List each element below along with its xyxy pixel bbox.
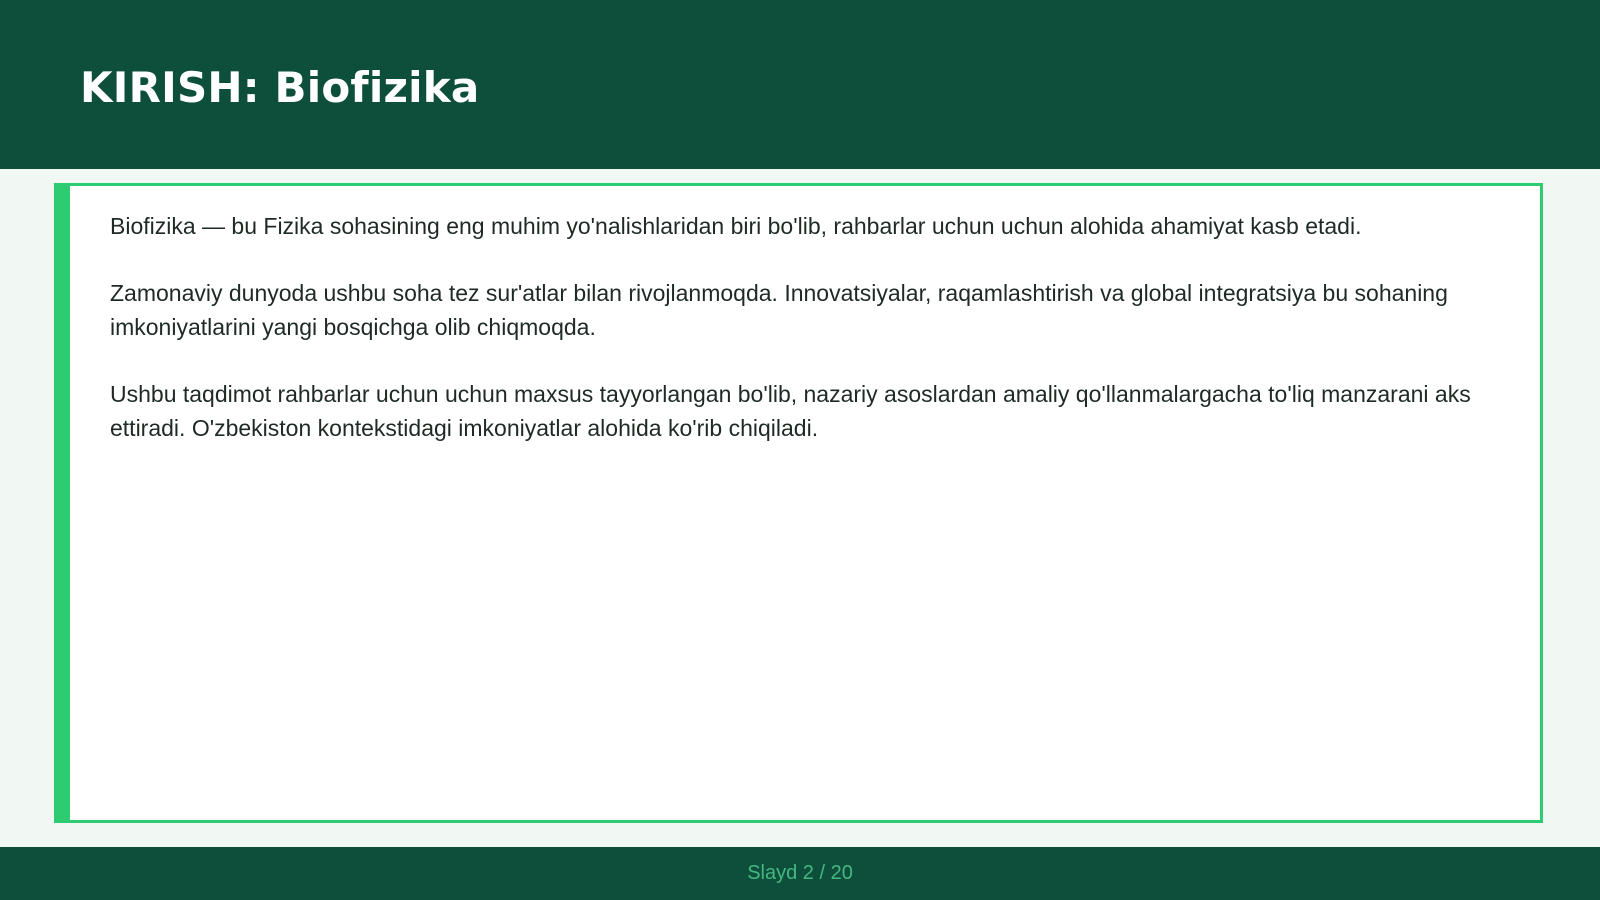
- intro-paragraph: Biofizika — bu Fizika sohasining eng muhim yo'nalishlaridan biri bo'lib, rahbarlar uchun uchun alohida ahamiyat kasb etadi.: [110, 213, 1362, 239]
- slide-title: KIRISH: Biofizika: [80, 63, 480, 112]
- slide-footer: [0, 847, 1600, 900]
- development-paragraph: Zamonaviy dunyoda ushbu soha tez sur'atlar bilan rivojlanmoqda. Innovatsiyalar, raqamlashtirish va global integratsiya bu sohaning imkoniyatlarini yangi bosqichga olib chiqmoqda.: [110, 280, 1448, 340]
- slide-header: [0, 0, 1600, 169]
- presentation-purpose-paragraph: Ushbu taqdimot rahbarlar uchun uchun maxsus tayyorlangan bo'lib, nazariy asoslardan amaliy qo'llanmalargacha to'liq manzarani aks ettiradi. O'zbekiston kontekstidagi imkoniyatlar alohida ko'rib chiqiladi.: [110, 381, 1471, 441]
- content-card: [54, 183, 1543, 823]
- slide-counter: Slayd 2 / 20: [747, 862, 853, 884]
- content-text: [110, 209, 1520, 478]
